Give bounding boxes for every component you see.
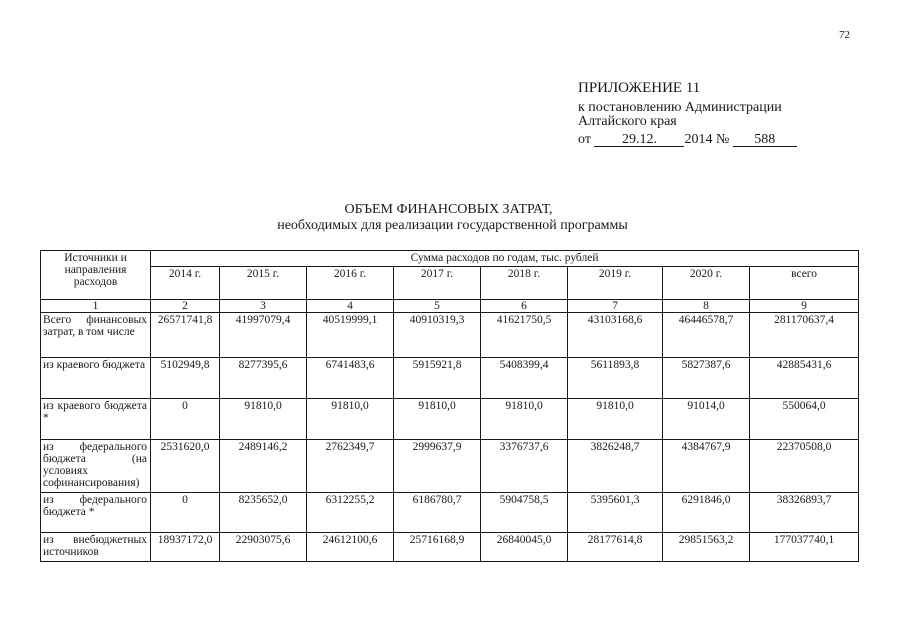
cell-value: 91014,0 xyxy=(663,399,750,440)
column-number: 3 xyxy=(220,300,307,313)
cell-value: 6741483,6 xyxy=(307,358,394,399)
cell-value: 5915921,8 xyxy=(394,358,481,399)
cell-value: 40519999,1 xyxy=(307,313,394,358)
cell-value: 40910319,3 xyxy=(394,313,481,358)
column-number: 6 xyxy=(481,300,568,313)
row-label: из краевого бюджета xyxy=(41,358,151,399)
cell-value: 26571741,8 xyxy=(151,313,220,358)
row-label: из федерального бюджета * xyxy=(41,493,151,533)
cell-value: 6291846,0 xyxy=(663,493,750,533)
cell-value: 8277395,6 xyxy=(220,358,307,399)
cell-value: 8235652,0 xyxy=(220,493,307,533)
cell-value: 3376737,6 xyxy=(481,440,568,493)
cell-value: 41621750,5 xyxy=(481,313,568,358)
cell-total: 22370508,0 xyxy=(750,440,859,493)
header-sum: Сумма расходов по годам, тыс. рублей xyxy=(151,251,859,267)
cell-value: 22903075,6 xyxy=(220,533,307,562)
cell-value: 5611893,8 xyxy=(568,358,663,399)
resolution-date: 29.12. xyxy=(594,133,684,147)
row-label: Всего финансовых затрат, в том числе xyxy=(41,313,151,358)
header-year: 2016 г. xyxy=(307,267,394,300)
cell-value: 0 xyxy=(151,399,220,440)
cell-value: 2762349,7 xyxy=(307,440,394,493)
cell-value: 2999637,9 xyxy=(394,440,481,493)
from-label: от xyxy=(578,132,591,147)
column-number: 8 xyxy=(663,300,750,313)
cell-value: 25716168,9 xyxy=(394,533,481,562)
cell-value: 2531620,0 xyxy=(151,440,220,493)
cell-value: 91810,0 xyxy=(307,399,394,440)
table-row xyxy=(41,313,859,358)
page-number: 72 xyxy=(839,29,850,41)
column-number: 7 xyxy=(568,300,663,313)
cell-value: 24612100,6 xyxy=(307,533,394,562)
cell-value: 28177614,8 xyxy=(568,533,663,562)
expenses-table xyxy=(40,250,859,562)
table-row xyxy=(41,440,859,493)
appendix-line-1: к постановлению Администрации xyxy=(578,100,782,115)
column-number-row xyxy=(41,300,859,313)
row-label: из краевого бюджета * xyxy=(41,399,151,440)
table-row xyxy=(41,493,859,533)
appendix-title: ПРИЛОЖЕНИЕ 11 xyxy=(578,80,701,96)
header-year: 2020 г. xyxy=(663,267,750,300)
document-heading xyxy=(0,202,905,234)
cell-value: 2489146,2 xyxy=(220,440,307,493)
cell-value: 91810,0 xyxy=(481,399,568,440)
cell-total: 177037740,1 xyxy=(750,533,859,562)
appendix-block xyxy=(578,81,797,147)
cell-value: 91810,0 xyxy=(568,399,663,440)
cell-value: 91810,0 xyxy=(220,399,307,440)
cell-value: 5395601,3 xyxy=(568,493,663,533)
document-title: ОБЪЕМ ФИНАНСОВЫХ ЗАТРАТ, xyxy=(344,202,553,217)
cell-value: 43103168,6 xyxy=(568,313,663,358)
header-year: 2017 г. xyxy=(394,267,481,300)
cell-value: 5408399,4 xyxy=(481,358,568,399)
row-label: из внебюджетных источников xyxy=(41,533,151,562)
cell-value: 0 xyxy=(151,493,220,533)
table-row xyxy=(41,399,859,440)
cell-value: 5102949,8 xyxy=(151,358,220,399)
cell-value: 26840045,0 xyxy=(481,533,568,562)
column-number: 1 xyxy=(41,300,151,313)
header-year: 2019 г. xyxy=(568,267,663,300)
header-total: всего xyxy=(750,267,859,300)
cell-value: 18937172,0 xyxy=(151,533,220,562)
row-label: из федерального бюджета (на условиях софинансирования) xyxy=(41,440,151,493)
cell-total: 42885431,6 xyxy=(750,358,859,399)
resolution-number: 588 xyxy=(733,133,797,147)
cell-total: 38326893,7 xyxy=(750,493,859,533)
table-row xyxy=(41,358,859,399)
table-row xyxy=(41,533,859,562)
table-header-row xyxy=(41,251,859,267)
cell-value: 46446578,7 xyxy=(663,313,750,358)
column-number: 4 xyxy=(307,300,394,313)
resolution-year: 2014 № xyxy=(684,132,730,147)
appendix-line-2: Алтайского края xyxy=(578,114,677,129)
cell-value: 5904758,5 xyxy=(481,493,568,533)
cell-total: 281170637,4 xyxy=(750,313,859,358)
header-source: Источники и направления расходов xyxy=(41,251,151,300)
column-number: 5 xyxy=(394,300,481,313)
cell-total: 550064,0 xyxy=(750,399,859,440)
cell-value: 91810,0 xyxy=(394,399,481,440)
cell-value: 6186780,7 xyxy=(394,493,481,533)
header-year: 2014 г. xyxy=(151,267,220,300)
header-year: 2018 г. xyxy=(481,267,568,300)
cell-value: 6312255,2 xyxy=(307,493,394,533)
header-year: 2015 г. xyxy=(220,267,307,300)
cell-value: 5827387,6 xyxy=(663,358,750,399)
column-number: 9 xyxy=(750,300,859,313)
cell-value: 3826248,7 xyxy=(568,440,663,493)
cell-value: 4384767,9 xyxy=(663,440,750,493)
cell-value: 41997079,4 xyxy=(220,313,307,358)
table-years-row xyxy=(41,267,859,300)
cell-value: 29851563,2 xyxy=(663,533,750,562)
appendix-date-row xyxy=(578,133,797,147)
document-subtitle: необходимых для реализации государственной программы xyxy=(277,218,628,233)
column-number: 2 xyxy=(151,300,220,313)
